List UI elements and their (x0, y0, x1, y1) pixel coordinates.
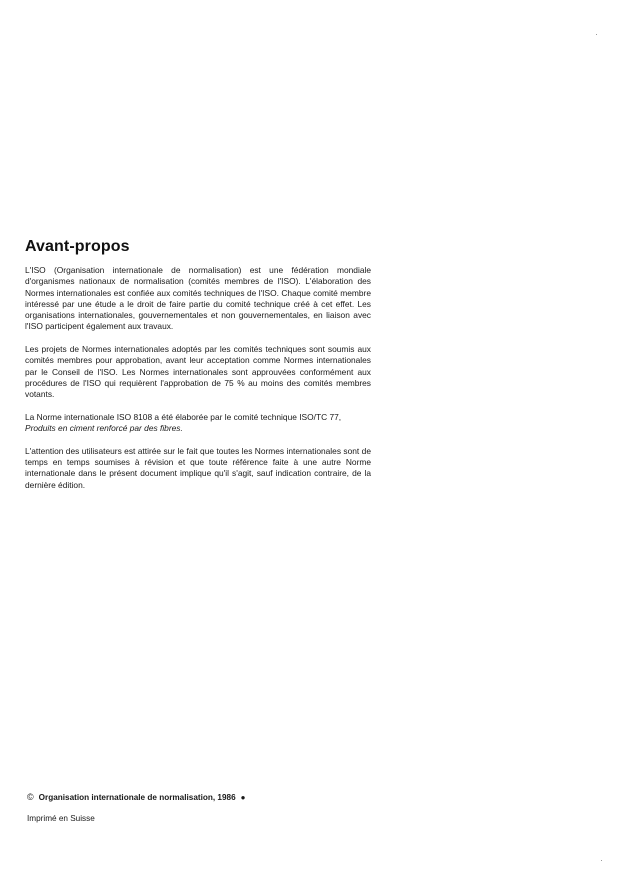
paragraph-approval-process: Les projets de Normes internationales adoptés par les comités techniques sont soumis aux comités membres pour approbation, avant leur acceptation comme Normes internationales par le Conseil de l'ISO. Les Normes internationales sont approuvées conformément aux procédures de l'ISO qui requièrent l'approbation de 75 % au moins des comités membres votants. (25, 344, 371, 400)
paragraph-iso-description: L'ISO (Organisation internationale de normalisation) est une fédération mondiale d'organismes nationaux de normalisation (comités membres de l'ISO). L'élaboration des Normes internationales est confiée aux comités techniques de l'ISO. Chaque comité membre intéressé par une étude a le droit de faire partie du comité technique créé à cet effet. Les organisations internationales, gouvernementales et non gouvernementales, en liaison avec l'ISO participent également aux travaux. (25, 265, 371, 332)
section-title: Avant-propos (25, 238, 130, 255)
paragraph-technical-committee (25, 412, 371, 435)
committee-statement: La Norme internationale ISO 8108 a été élaborée par le comité technique ISO/TC 77, (25, 411, 342, 422)
foreword-body (25, 265, 371, 502)
committee-subject: Produits en ciment renforcé par des fibres. (25, 423, 183, 434)
paragraph-revision-notice: L'attention des utilisateurs est attirée sur le fait que toutes les Normes internationales sont de temps en temps soumises à révision et que toute référence faite à une autre Norme internationale dans le présent document implique qu'il s'agit, sauf indication contraire, de la dernière édition. (25, 445, 371, 490)
scan-speck (596, 34, 597, 35)
copyright-text: Organisation internationale de normalisation, 1986 (38, 793, 236, 802)
printed-in-line: Imprimé en Suisse (27, 814, 95, 823)
bullet-icon: ● (240, 793, 246, 802)
scan-speck (601, 860, 602, 861)
copyright-line (27, 792, 246, 802)
copyright-icon: © (27, 792, 34, 802)
